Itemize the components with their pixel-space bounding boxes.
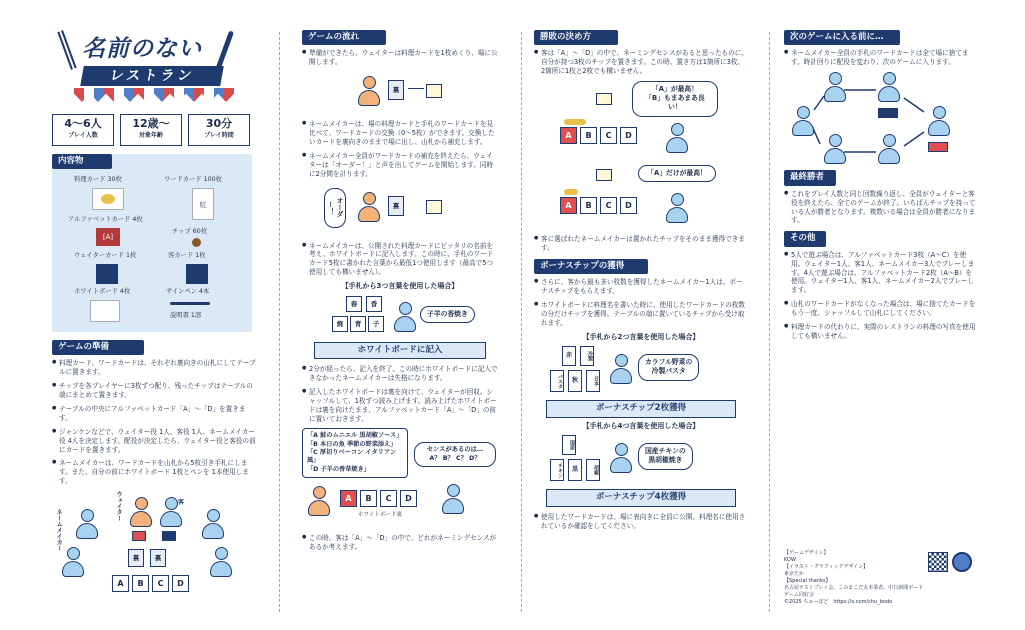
chip-icon	[192, 238, 201, 247]
flow-step: ● 記入したホワイトボードは裏を向けて、ウェイターが回収。シャッフルして、1枚ずつ読み上げます。読み上げたホワイトボードは裏を向けたまま、アルファベットカード「A」〜「D」の前に置いておきます。	[302, 388, 498, 424]
board-d	[620, 197, 637, 214]
game-logo	[52, 30, 260, 108]
dish-name: 子羊の香焼き	[427, 309, 468, 318]
table-setup-illustration	[52, 491, 257, 591]
item-whiteboard: ホワイトボード 4枚	[74, 288, 131, 295]
dish-deck	[128, 549, 144, 567]
stat-age	[120, 114, 182, 146]
stat-label: 対象年齢	[138, 131, 163, 139]
dish-card	[426, 84, 442, 98]
bunting-decoration	[74, 88, 234, 102]
player-figure	[928, 106, 950, 136]
word: 胡椒	[593, 465, 599, 476]
word-card-image	[192, 188, 214, 220]
back-label: 裏	[154, 554, 162, 563]
credit-line: KOW	[784, 557, 796, 563]
word: 春	[350, 299, 358, 308]
next-game-title: 次のゲームに入る前に…	[784, 30, 900, 45]
credit-line: 【ゲームデザイン】	[784, 550, 829, 556]
namemaker-figure	[202, 509, 224, 539]
credit-line: 東京たか	[784, 571, 805, 577]
word-card	[346, 296, 362, 312]
menu-entry: 「C 厚切りベーコン イタリアン風」	[307, 449, 397, 465]
word: 黒	[571, 466, 578, 474]
namemaker-figure	[210, 547, 232, 577]
chip-stack	[564, 119, 586, 125]
credit-line: 名古屋テストプレイ会、このまこだ丸本業者、中日新聞ボードゲーム同好会	[784, 585, 924, 598]
back-label: 裏	[392, 86, 400, 95]
logo-title: 名前のない	[82, 36, 202, 62]
guest-figure	[666, 123, 688, 153]
prep-step: ● チップを各プレイヤーに3枚ずつ配り、残ったチップはテーブルの端にまとめて置きます。	[52, 382, 257, 400]
word-card	[568, 459, 582, 481]
letter: D	[625, 131, 632, 141]
word: パスタ	[557, 373, 563, 389]
letter: B	[585, 201, 592, 211]
waiter-figure	[358, 76, 380, 106]
alphabet-card-b	[132, 575, 149, 592]
bonus-title: ボーナスチップの獲得	[534, 259, 648, 274]
word: 赤	[565, 352, 572, 360]
word-deck	[150, 549, 166, 567]
opinion-line: 「A」が最高！	[651, 85, 699, 94]
letter: B	[137, 579, 144, 589]
opinion-line: 「B」もまあまあ良い！	[645, 94, 705, 112]
namemaker-figure	[62, 547, 84, 577]
stat-players	[52, 114, 114, 146]
board-b	[360, 490, 377, 507]
player-figure	[878, 134, 900, 164]
player-figure	[792, 106, 814, 136]
board-c	[380, 490, 397, 507]
player-figure	[824, 134, 846, 164]
namemaker-figure	[610, 354, 632, 384]
alphabet-card-c	[152, 575, 169, 592]
stat-label: プレイ人数	[68, 131, 98, 139]
contents-title: 内容物	[52, 154, 112, 169]
dish-name-bubble	[420, 306, 475, 323]
word-card	[332, 316, 348, 332]
bonus-step: ● 使用したワードカードは、場に表向きに全員に公開。料理名に使用されているか確認をしてください。	[534, 513, 748, 531]
stat-value: 4〜6人	[64, 117, 102, 130]
publisher-logo-icon	[952, 552, 972, 572]
item-manual: 説明書 1部	[170, 312, 202, 319]
flow-step: ● 2分が経ったら、記入を終了。この時にホワイトボードに記入できなかったネームメイカーは失格になります。	[302, 365, 498, 383]
contents-section	[52, 154, 252, 332]
flow-step: ● ネームメイカーは、場の料理カードと手札のワードカードを見比べて、ワードカードの交換（0〜5枚）ができます。交換したいカードを裏向きのままで場に出し、山札から補充します。	[302, 120, 498, 147]
other-rule: ● 5人で遊ぶ場合は、アルファベットカード3枚（A〜C）を使用。ウェイター1人、客1人、ネームメイカー3人でプレーします。4人で遊ぶ場合は、アルファベットカード2枚（A〜B）を使用。ウェイター1人、客1人、ネームメイカー2人でプレーします。	[784, 251, 976, 295]
prep-title: ゲームの準備	[52, 340, 144, 355]
winner-title: 最終勝者	[784, 170, 836, 185]
board-a	[560, 197, 577, 214]
letter: B	[585, 131, 592, 141]
word: 日本	[593, 376, 599, 387]
flow-step: ● この時、客は「A」〜「D」の中で、どれがネーミングセンスがあるか考えます。	[302, 534, 498, 552]
item-alphabet-card: アルファベットカード 4枚	[68, 216, 143, 223]
reading-illustration	[302, 428, 498, 528]
board-d	[400, 490, 417, 507]
whiteboard-image	[90, 300, 120, 322]
guest-opinion-bubble	[638, 165, 716, 182]
menu-entry: 「B 本日の魚 季節の野菜添え」	[307, 440, 397, 448]
guest-card-image	[186, 264, 208, 284]
decide-step: ● 客は「A」〜「D」の中で、ネーミングセンスがあると思ったものに、自分が持つ3枚のチップを置きます。この時、置き方は1箇所に3枚、2箇所に1枚と2枚でも構いません。	[534, 49, 748, 76]
pen-icon	[170, 302, 210, 305]
namemaker-label: ネームメイカー	[55, 509, 63, 552]
guest-thought: センスがあるのは… A？ B？ C？ D？	[426, 446, 484, 462]
fold-line	[279, 32, 280, 612]
word-card	[568, 370, 582, 392]
other-rule: ● 料理カードの代わりに、実際のレストランの料理の写真を使用しても構いません。	[784, 323, 976, 341]
prep-step: ● 料理カード、ワードカードは、それぞれ裏向きの山札にしてテーブルに置きます。	[52, 359, 257, 377]
word-card	[550, 370, 564, 392]
column-ending	[784, 30, 976, 620]
prep-section	[52, 340, 257, 591]
decide-step: ● 客に選ばれたネームメイカーは置かれたチップをそのまま獲得できます。	[534, 235, 748, 253]
dish-name-bubble	[638, 354, 699, 380]
bonus-step: ● さらに、客から最も多い枚数を獲得したネームメイカー1人は、ボーナスチップをもらえます。	[534, 278, 748, 296]
chip-vote-illustration-2	[534, 165, 748, 229]
next-game-step: ● ネームメイカー全員の手札のワードカードは全て場に捨てます。時計回りに配役を変わり、次のゲームに入ります。	[784, 49, 976, 67]
credit-line: 【Special thanks】	[784, 578, 831, 584]
opinion-line: 「A」だけが最高！	[647, 169, 707, 178]
board-a	[340, 490, 357, 507]
column-intro	[52, 30, 260, 620]
letter: C	[385, 494, 392, 504]
fork-icon	[57, 30, 76, 70]
board-b	[580, 197, 597, 214]
menu-entry: 「D 子羊の香草焼き」	[307, 465, 370, 473]
word: 青	[354, 319, 362, 328]
flow-step: ● 準備ができたら、ウェイターは料理カードを1枚めくり、場に公開します。	[302, 49, 498, 67]
word-card	[350, 316, 366, 332]
other-title: その他	[784, 231, 826, 246]
item-sign-pen: サインペン 4本	[166, 288, 210, 295]
letter: D	[625, 201, 632, 211]
flow-title: ゲームの流れ	[302, 30, 386, 45]
word-card	[586, 370, 600, 392]
namemaker-figure	[610, 443, 632, 473]
waiter-label: ウェイター	[115, 491, 123, 522]
letter: A	[565, 201, 572, 211]
stats-row	[52, 114, 260, 154]
chip-stack	[564, 189, 578, 195]
logo-subtitle-banner	[80, 66, 224, 86]
menu-entry: 「A 鮭のムニエル 黒胡椒ソース」	[307, 432, 403, 440]
item-waiter-card: ウェイターカード 1枚	[74, 252, 137, 259]
word: 子	[372, 319, 380, 328]
stat-time	[188, 114, 250, 146]
word: チキン	[557, 462, 563, 478]
item-word-card: ワードカード 100枚	[164, 176, 222, 183]
board-b	[580, 127, 597, 144]
column-scoring	[534, 30, 748, 620]
prep-step: ● テーブルの中央にアルファベットカード「A」〜「D」を置きます。	[52, 405, 257, 423]
dish-card	[596, 93, 612, 105]
board-label: ホワイトボード裏	[358, 512, 402, 519]
fold-line	[521, 32, 522, 612]
word-card	[366, 296, 382, 312]
namemaker-figure	[394, 302, 416, 332]
dish-name-bubble	[638, 443, 693, 469]
alphabet-card-glyph: [A]	[102, 233, 114, 241]
word: 国産	[569, 440, 575, 451]
bonus-2-ribbon: ボーナスチップ2枚獲得	[546, 400, 736, 417]
back-label: 裏	[132, 554, 140, 563]
item-guest-card: 客カード 1枚	[168, 252, 206, 259]
dish-card	[596, 169, 612, 181]
word-card	[550, 459, 564, 481]
board-d	[620, 127, 637, 144]
letter: C	[605, 201, 612, 211]
guest-label: 客	[178, 499, 185, 507]
order-illustration	[302, 184, 498, 236]
player-figure	[878, 72, 900, 102]
word: 香	[370, 299, 378, 308]
word-card	[562, 346, 576, 366]
other-rule: ● 山札のワードカードがなくなった場合は、場に捨てたカードをもう一度、シャッフルして山札にしてください。	[784, 300, 976, 318]
word-card	[586, 459, 600, 481]
order-speech-bubble	[324, 188, 346, 228]
board-a	[560, 127, 577, 144]
waiter-figure	[130, 497, 152, 527]
guest-figure	[442, 484, 464, 514]
logo-subtitle: レストラン	[108, 68, 196, 84]
bonus-example-title: 【手札から2つ言葉を使用した場合】	[582, 332, 700, 341]
guest-figure	[666, 193, 688, 223]
letter: B	[365, 494, 372, 504]
letter: C	[157, 579, 164, 589]
bonus-example-1	[534, 346, 748, 394]
order-text: オーダー！	[325, 197, 343, 218]
chip-vote-illustration-1	[534, 81, 748, 159]
dish-name: カラフル野菜の 冷製パスタ	[645, 358, 693, 376]
word: 秋	[571, 377, 578, 385]
menu-list-bubble	[302, 428, 408, 478]
arrow-icon	[408, 88, 424, 89]
waiter-figure	[308, 486, 330, 516]
board-c	[600, 127, 617, 144]
waiter-card-image	[96, 264, 118, 284]
fold-line	[769, 32, 770, 612]
player-figure	[824, 72, 846, 102]
stat-value: 30分	[205, 117, 233, 130]
item-chip: チップ 60枚	[172, 228, 208, 235]
dish-deck	[388, 80, 404, 100]
dish-deck	[388, 196, 404, 216]
role-rotation-illustration	[784, 72, 976, 164]
alphabet-card-image	[96, 228, 120, 246]
example-title: 【手札から3つ言葉を使用した場合】	[341, 282, 459, 291]
waiter-figure	[358, 192, 380, 222]
prep-step: ● ネームメイカーは、ワードカードを山札から5枚引き手札にします。また、自分の前にホワイトボード 1枚とペンを 1本使用します。	[52, 459, 257, 486]
prep-step: ● ジャンケンなどで、ウェイター役 1人、客役 1人、ネームメイカー役 4人を決定します。配役が決定したら、ウェイター役と客役の前にカードを置きます。	[52, 428, 257, 455]
dish-card	[426, 200, 442, 214]
guest-opinion-bubble	[632, 81, 718, 117]
column-flow	[302, 30, 498, 620]
letter: D	[405, 494, 412, 504]
waiter-card	[132, 531, 146, 541]
word: 冷製	[587, 351, 593, 362]
flow-step: ● ネームメイカー全員がワードカードの補充を終えたら、ウェイターは「オーダー！」と声を出してゲームを開始します。同時に2分間を計ります。	[302, 152, 498, 179]
board-c	[600, 197, 617, 214]
write-whiteboard-ribbon: ホワイトボードに記入	[314, 342, 486, 359]
dish-name: 国産チキンの 黒胡椒焼き	[645, 447, 686, 465]
guest-card	[878, 108, 898, 118]
word-example-illustration	[302, 296, 498, 336]
qr-code-icon	[928, 552, 948, 572]
credits	[784, 550, 924, 606]
word-card	[368, 316, 384, 332]
waiter-card	[928, 142, 948, 152]
letter: C	[605, 131, 612, 141]
word-card	[562, 435, 576, 455]
alphabet-card-d	[172, 575, 189, 592]
letter: D	[177, 579, 184, 589]
credit-line: ©2025 ちゅーぼど https://x.com/chu_bodo	[784, 599, 893, 605]
flow-step: ● ネームメイカーは、公開された料理カードにピッタリの名前を考え、ホワイトボードに記入します。この時に、手札のワードカード5枚に書かれた言葉から最低1つ使用します（最高で5つ使用しても構いません）。	[302, 242, 498, 278]
word: 焼	[336, 319, 344, 328]
guest-thinking-bubble	[414, 442, 496, 467]
credit-line: 【イラスト・グラフィックデザイン】	[784, 564, 869, 570]
bonus-4-ribbon: ボーナスチップ4枚獲得	[546, 489, 736, 506]
namemaker-figure	[76, 509, 98, 539]
back-label: 裏	[392, 201, 400, 210]
item-dish-card: 料理カード 30枚	[74, 176, 122, 183]
guest-figure	[160, 497, 185, 527]
dish-icon	[101, 194, 115, 204]
decide-title: 勝敗の決め方	[534, 30, 618, 45]
letter: A	[565, 131, 572, 141]
word-card-glyph: 紅	[199, 201, 207, 209]
letter: A	[345, 494, 352, 504]
guest-card	[162, 531, 176, 541]
dish-card-image	[92, 188, 124, 210]
bonus-example-title: 【手札から4つ言葉を使用した場合】	[582, 421, 700, 430]
alphabet-card-a	[112, 575, 129, 592]
reveal-dish-illustration	[302, 72, 498, 114]
bonus-example-2	[534, 435, 748, 483]
letter: A	[117, 579, 124, 589]
stat-value: 12歳〜	[132, 117, 170, 130]
word-card	[580, 346, 594, 366]
bonus-step: ● ホワイトボードに料理名を書いた時に、使用したワードカードの枚数の分だけチップを獲得。テーブルの端に置いているチップから受け取れます。	[534, 301, 748, 328]
stat-label: プレイ時間	[204, 131, 234, 139]
winner-rule: ● これをプレイ人数と同じ回数繰り返し、全員がウェイターと客役を終えたら、全てのゲームが終了。いちばんチップを持っている人が勝者となります。複数いる場合は全員が勝者になります。	[784, 190, 976, 226]
